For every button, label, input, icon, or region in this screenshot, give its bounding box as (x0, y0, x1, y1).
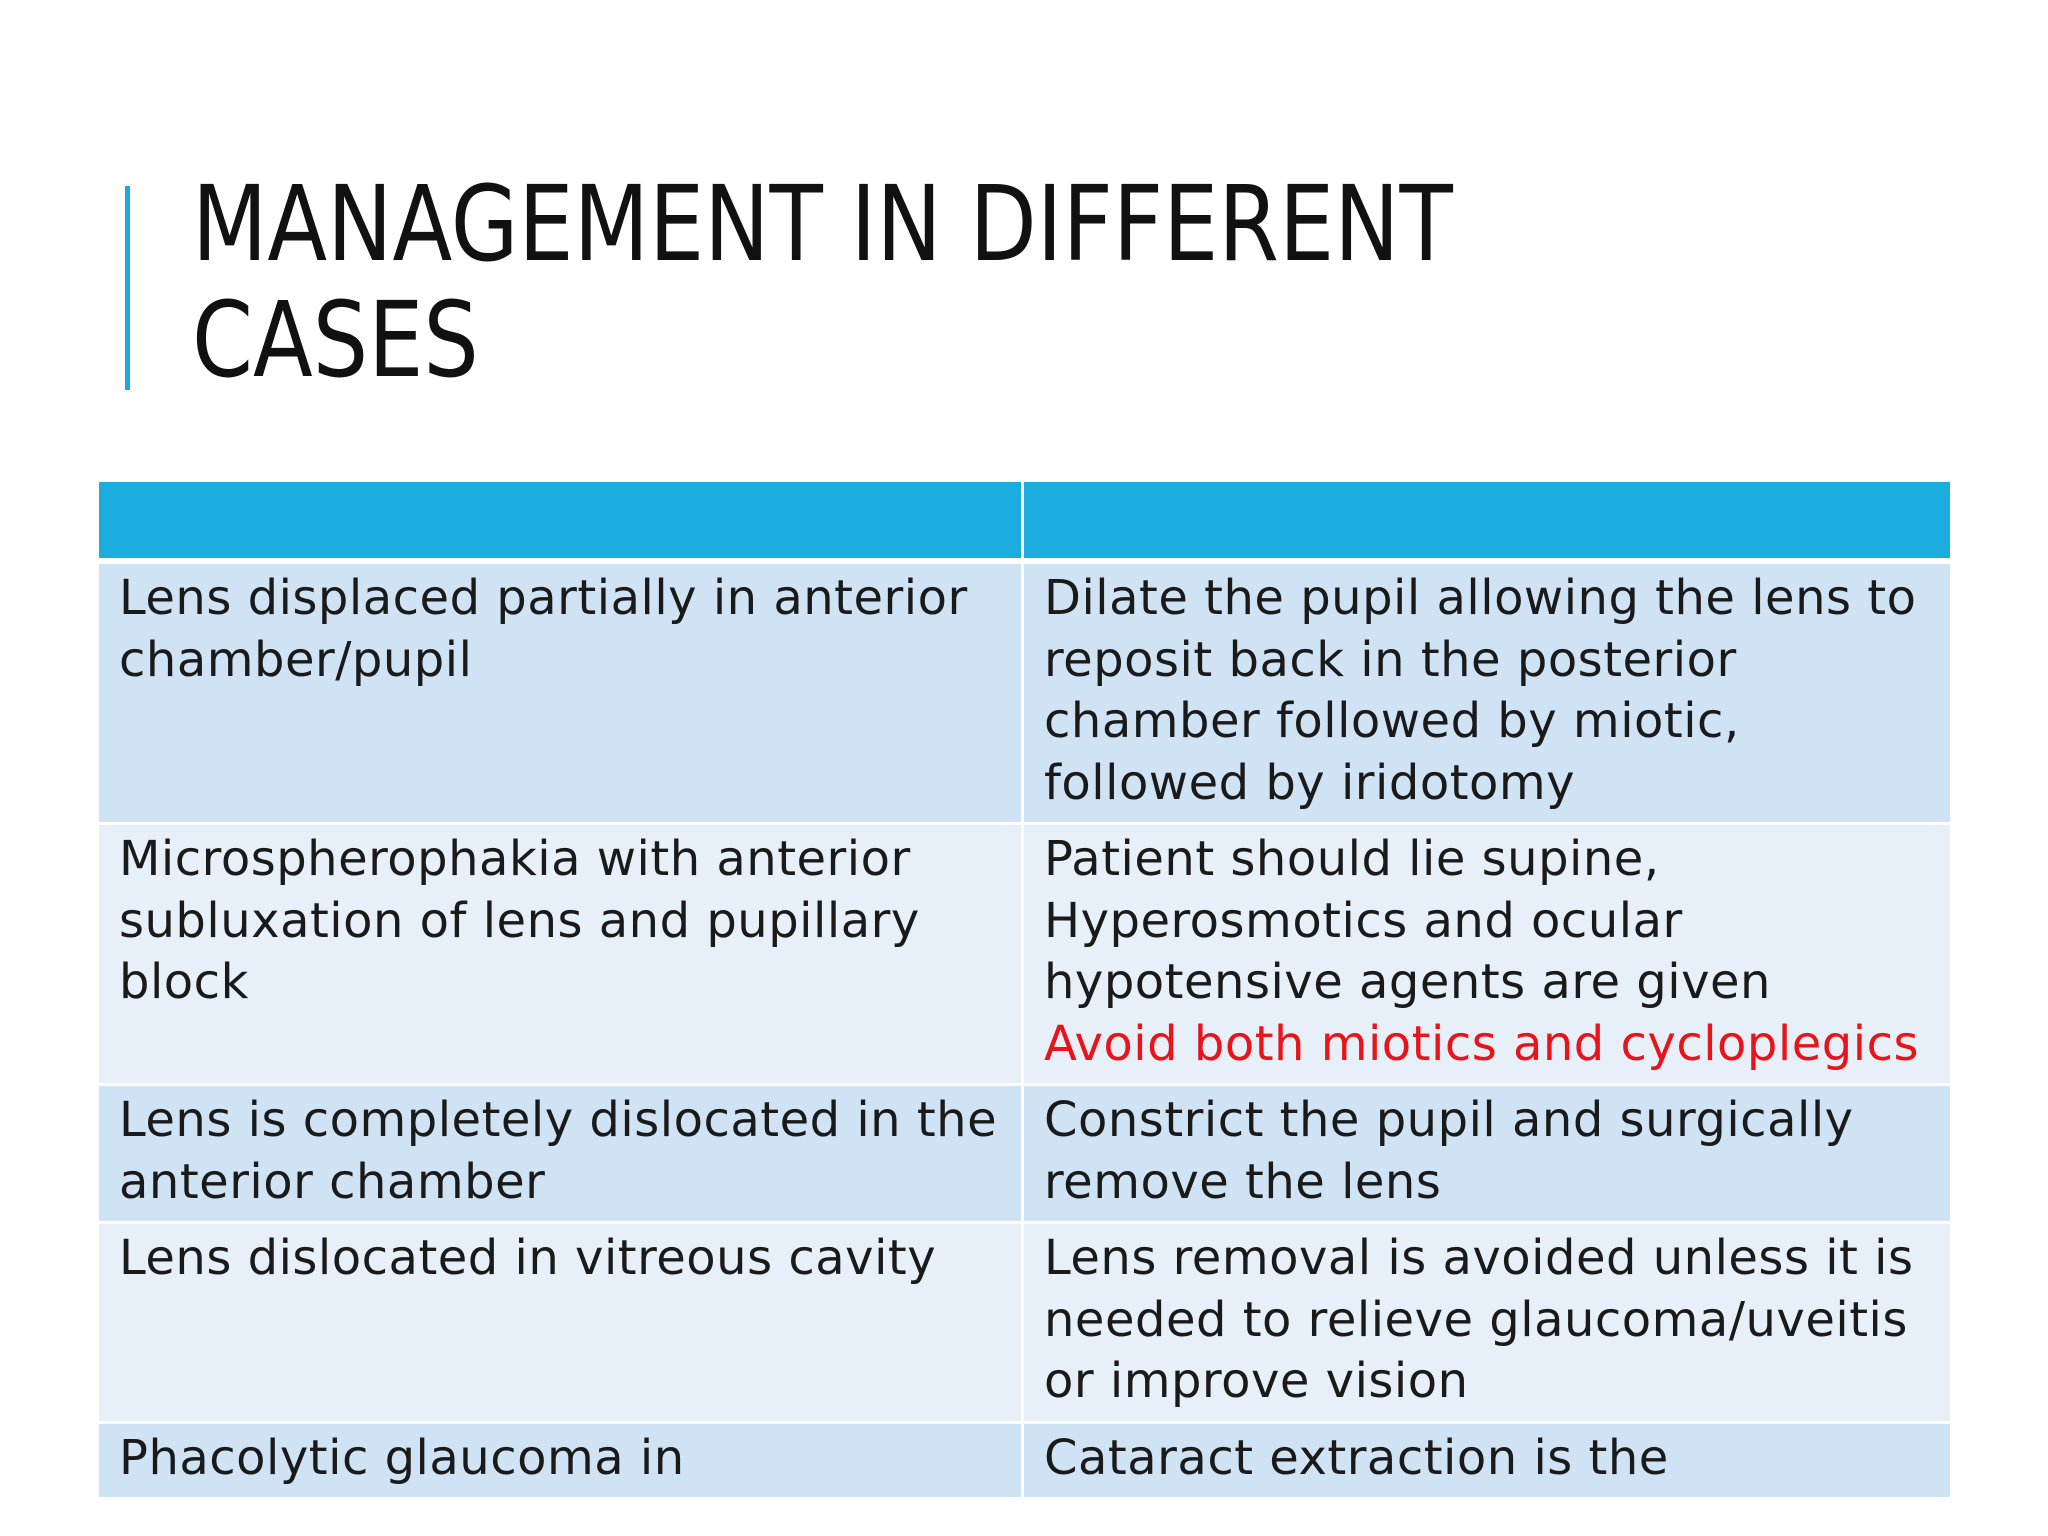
management-cell (1024, 564, 1950, 825)
management-cell (1024, 825, 1950, 1086)
condition-cell (99, 1086, 1024, 1224)
condition-cell (99, 825, 1024, 1086)
condition-text: Microspherophakia with anterior subluxation of lens and pupillary block (119, 831, 920, 1010)
management-text: Cataract extraction is the (1044, 1429, 1669, 1486)
management-cell (1024, 1224, 1950, 1424)
table-header-row (99, 482, 1950, 564)
management-cell (1024, 1424, 1950, 1501)
title-accent-bar (125, 186, 130, 390)
management-table (99, 482, 1950, 1500)
condition-text: Lens is completely dislocated in the anterior chamber (119, 1092, 998, 1210)
condition-text: Lens displaced partially in anterior chamber/pupil (119, 570, 968, 688)
management-text: Dilate the pupil allowing the lens to reposit back in the posterior chamber followed by miotic, followed by iridotomy (1044, 570, 1917, 811)
table-row (99, 1224, 1950, 1424)
table-header-cell-condition (99, 482, 1024, 564)
table-header-cell-management (1024, 482, 1950, 564)
slide-title-line-1: MANAGEMENT IN DIFFERENT (192, 163, 1453, 285)
condition-text: Lens dislocated in vitreous cavity (119, 1230, 937, 1286)
table-row (99, 825, 1950, 1086)
table-row (99, 1086, 1950, 1224)
management-text: Constrict the pupil and surgically remove the lens (1044, 1092, 1854, 1210)
management-cell (1024, 1086, 1950, 1224)
condition-cell (99, 564, 1024, 825)
condition-cell (99, 1224, 1024, 1424)
slide-title (192, 163, 1721, 401)
table-row (99, 1424, 1950, 1501)
table-row (99, 564, 1950, 825)
condition-cell (99, 1424, 1024, 1501)
warning-text: Avoid both miotics and cycloplegics (1044, 1015, 1919, 1072)
slide-title-line-2: CASES (192, 279, 479, 401)
management-text: Lens removal is avoided unless it is needed to relieve glaucoma/uveitis or improve vision (1044, 1230, 1914, 1409)
management-text: Patient should lie supine, Hyperosmotics and ocular hypotensive agents are given (1044, 831, 1771, 1010)
condition-text: Phacolytic glaucoma in (119, 1429, 685, 1486)
